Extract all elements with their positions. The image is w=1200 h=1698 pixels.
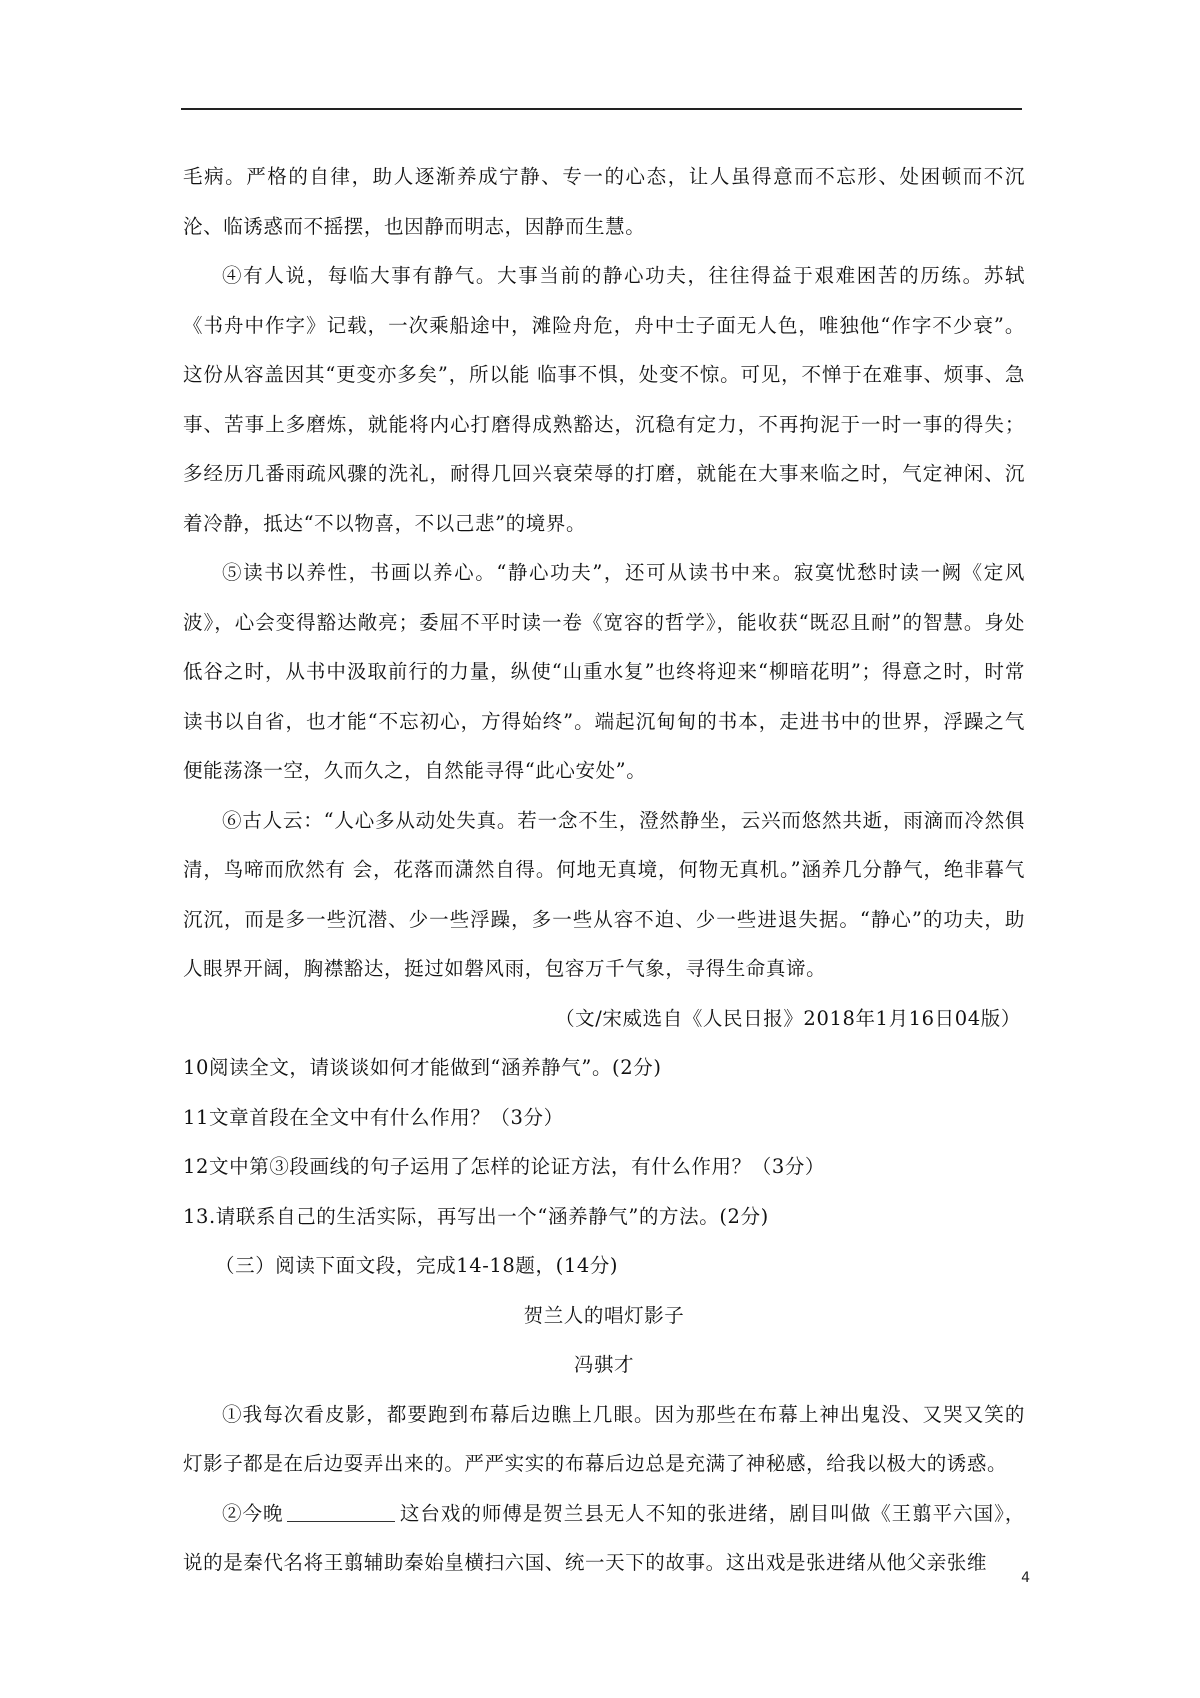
article-author: 冯骐才 — [573, 1353, 635, 1376]
page-content — [183, 152, 1025, 1588]
page-number: 4 — [1021, 1570, 1030, 1586]
article-paragraph-1: ①我每次看皮影，都要跑到布幕后边瞧上几眼。因为那些在布幕上神出鬼没、又哭又笑的灯影子都是在后边耍弄出来的。严严实实的布幕后边总是充满了神秘感，给我以极大的诱惑。 — [183, 1402, 1025, 1475]
paragraph-3-continued: 毛病。严格的自律，助人逐渐养成宁静、专一的心态，让人虽得意而不忘形、处困顿而不沉沦、临诱惑而不摇摆，也因静而明志，因静而生慧。 — [183, 165, 1025, 238]
paragraph-4: ④有人说，每临大事有静气。大事当前的静心功夫，往往得益于艰难困苦的历练。苏轼《书舟中作字》记载，一次乘船途中，滩险舟危，舟中士子面无人色，唯独他“作字不少衰”。这份从容盖因其“更变亦多矣”，所以能 临事不惧，处变不惊。可见，不惮于在难事、烦事、急事、苦事上多磨炼，就能将内心打磨得成熟豁达，沉稳有定力，不再拘泥于一时一事的得失；多经历几番雨疏风骤的洗礼，耐得几回兴衰荣辱的打磨，就能在大事来临之时，气定神闲、沉着冷静，抵达“不以物喜，不以己悲”的境界。 — [183, 264, 1025, 535]
question-11: 11文章首段在全文中有什么作用？（3分） — [183, 1105, 564, 1129]
question-10: 10阅读全文，请谈谈如何才能做到“涵养静气”。(2分) — [183, 1056, 662, 1079]
paragraph-2-rest: 这台戏的师傅是贺兰县无人不知的张进绪，剧目叫做《王翦平六国》，说的是秦代名将王翦辅助秦始皇横扫六国、统一天下的故事。这出戏是张进绪从他父亲张维 — [183, 1501, 1025, 1574]
question-13: 13.请联系自己的生活实际，再写出一个“涵养静气”的方法。(2分) — [183, 1204, 769, 1228]
paragraph-6: ⑥古人云：“人心多从动处失真。若一念不生，澄然静坐，云兴而悠然共逝，雨滴而冷然俱清，鸟啼而欣然有 会，花落而潇然自得。何地无真境，何物无真机。”涵养几分静气，绝非暮气沉沉，而是多一些沉潜、少一些浮躁，多一些从容不迫、少一些进退失据。“静心”的功夫，助人眼界开阔，胸襟豁达，挺过如磐风雨，包容万千气象，寻得生命真谛。 — [183, 808, 1025, 980]
source-citation: （文/宋威选自《人民日报》2018年1月16日04版） — [555, 1006, 1021, 1030]
paragraph-2-start: ②今晚 — [222, 1501, 284, 1525]
header-rule — [181, 108, 1022, 110]
section-heading: （三）阅读下面文段，完成14-18题，(14分) — [215, 1254, 619, 1277]
question-12: 12文中第③段画线的句子运用了怎样的论证方法，有什么作用？（3分） — [183, 1155, 826, 1178]
article-title: 贺兰人的唱灯影子 — [523, 1303, 685, 1327]
paragraph-5: ⑤读书以养性，书画以养心。“静心功夫”，还可从读书中来。寂寞忧愁时读一阙《定风波》，心会变得豁达敞亮；委屈不平时读一卷《宽容的哲学》，能收获“既忍且耐”的智慧。身处低谷之时，从书中汲取前行的力量，纵使“山重水复”也终将迎来“柳暗花明”；得意之时，时常读书以自省，也才能“不忘初心，方得始终”。端起沉甸甸的书本，走进书中的世界，浮躁之气便能荡涤一空，久而久之，自然能寻得“此心安处”。 — [183, 561, 1025, 782]
article-paragraph-2 — [183, 1489, 1025, 1588]
fill-in-blank — [287, 1500, 395, 1521]
